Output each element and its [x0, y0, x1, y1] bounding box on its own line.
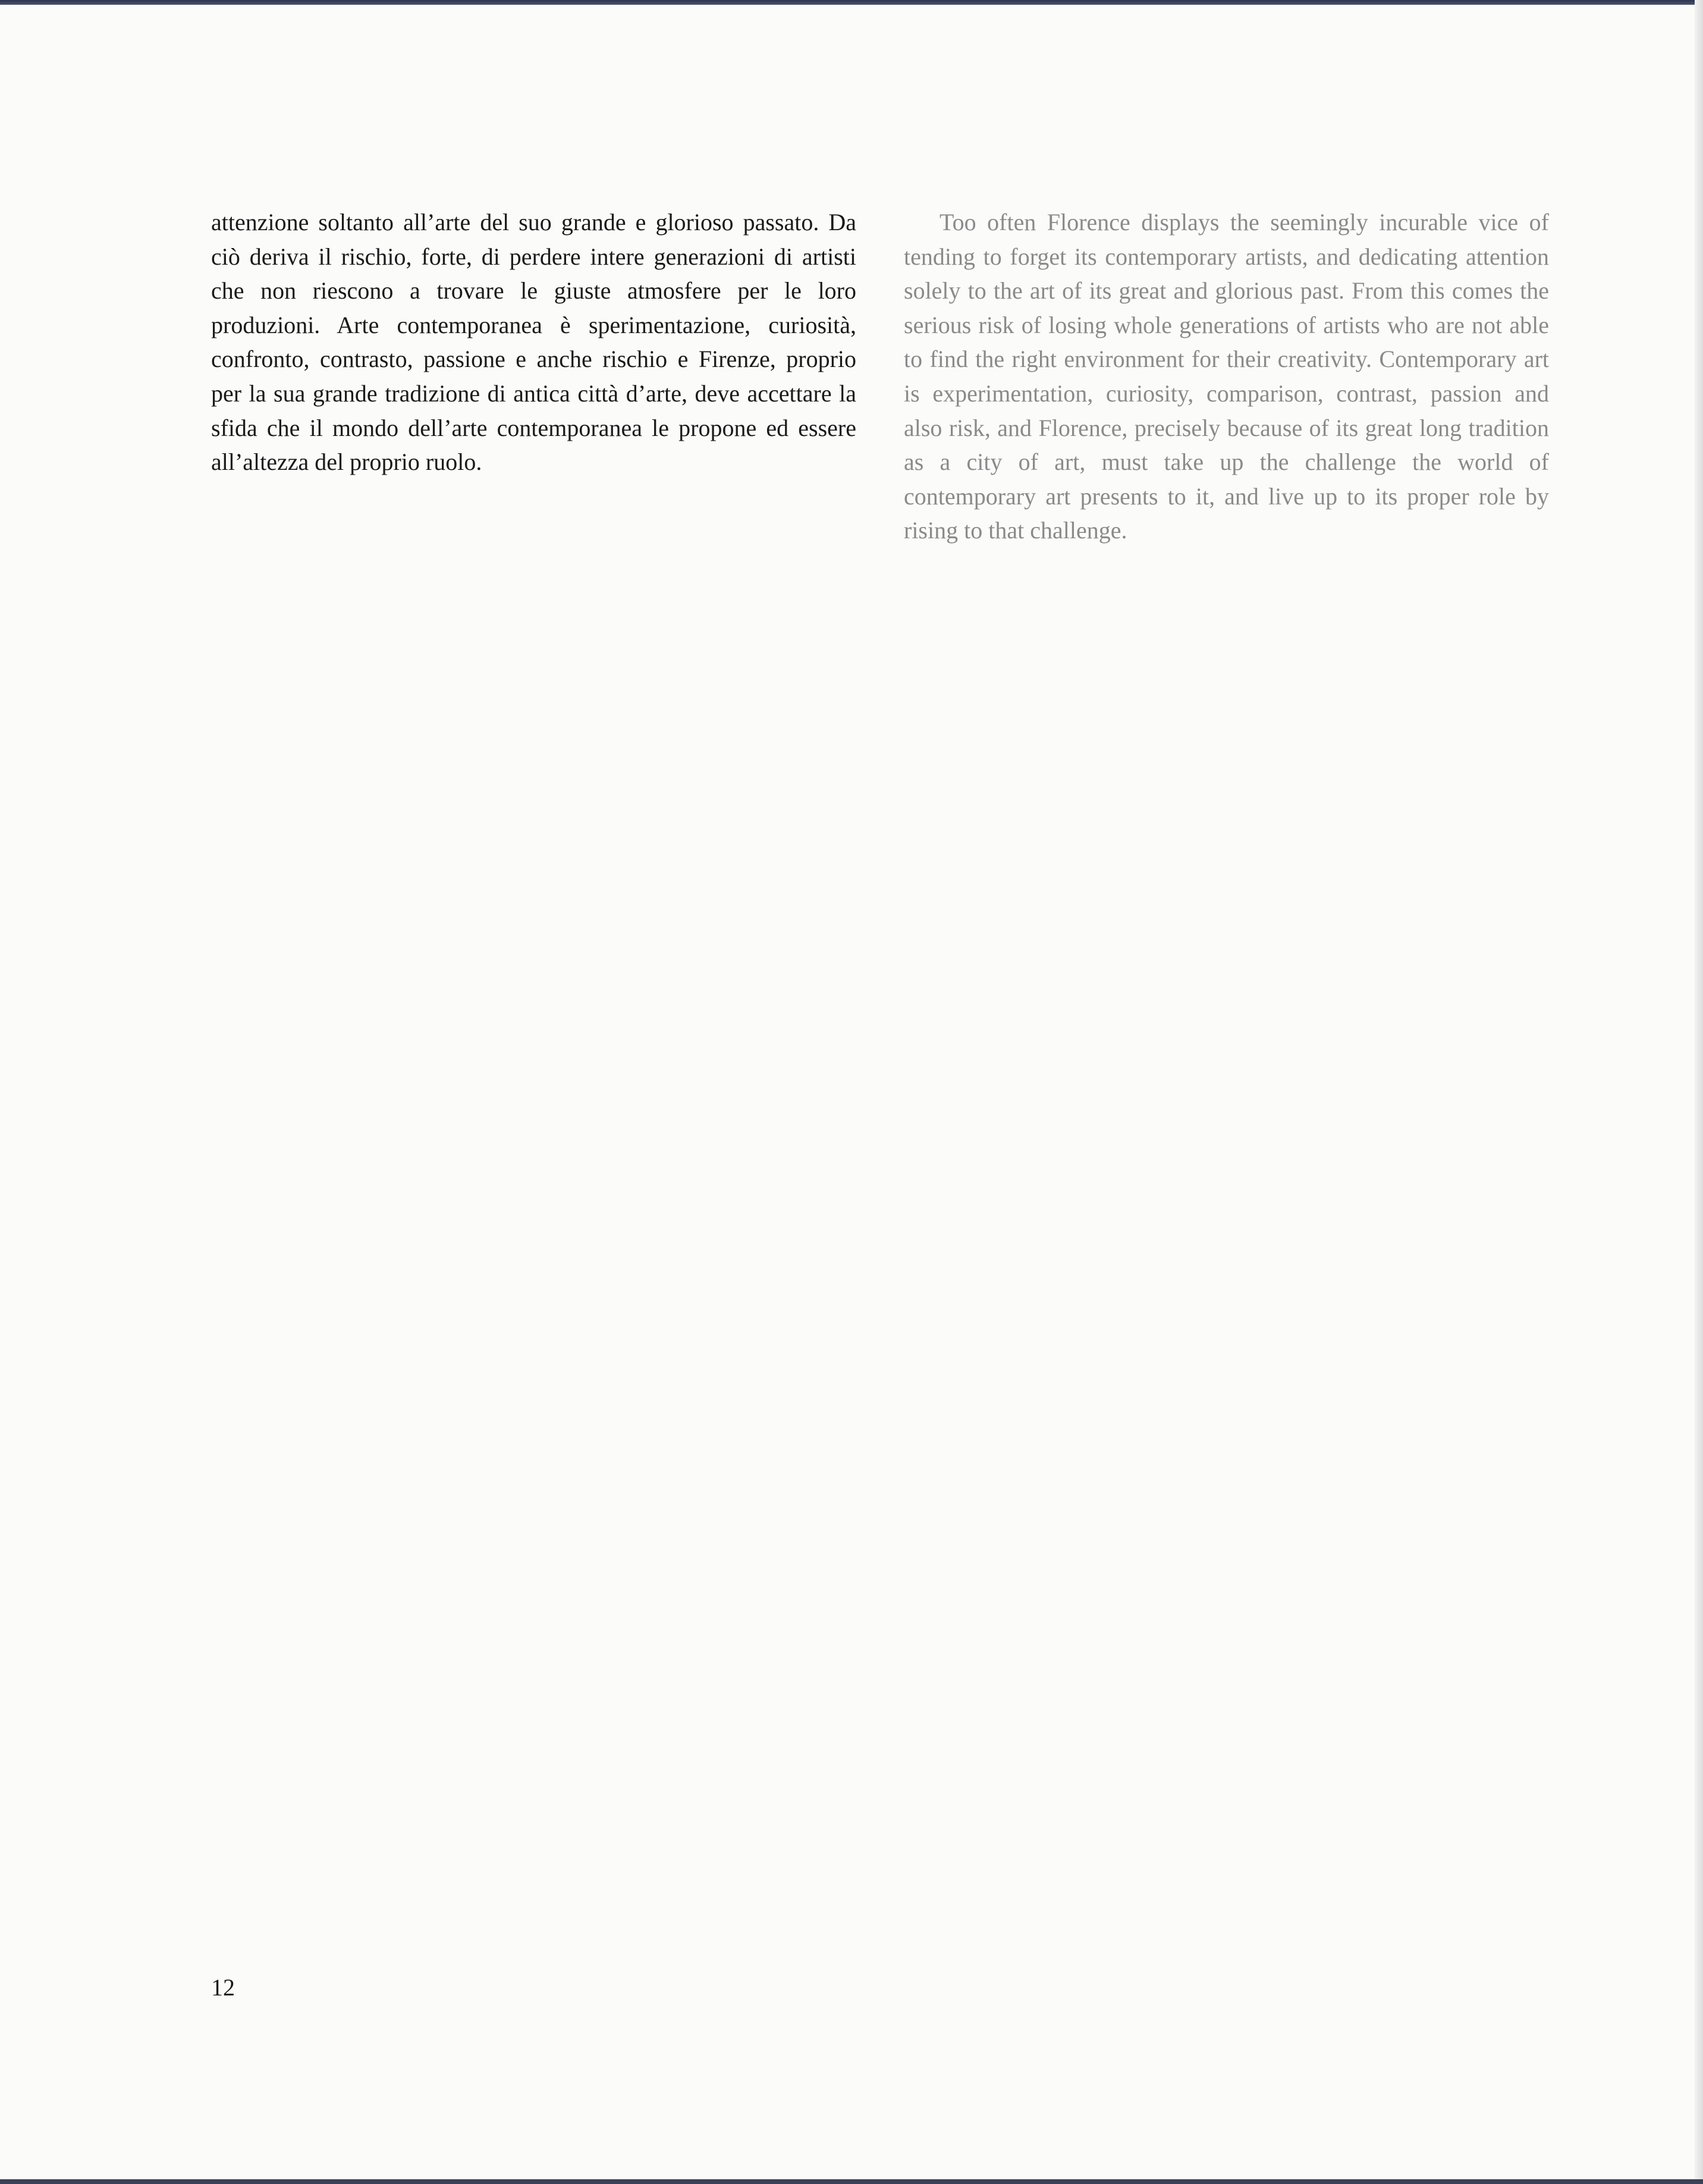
italian-text-column [211, 205, 856, 479]
page-right-edge [1695, 0, 1703, 2184]
page-top-edge [0, 0, 1703, 5]
page-bottom-edge [0, 2179, 1703, 2184]
page-number: 12 [211, 1974, 235, 2001]
english-paragraph: Too often Florence displays the seemingly incurable vice of tending to forget its contemporary artists, and dedicating attention solely to the art of its great and glorious past. From this comes the serious risk of losing whole generations of artists who are not able to find the right environment for their creativity. Contemporary art is experimentation, curiosity, comparison, contrast, passion and also risk, and Florence, precisely because of its great long tradition as a city of art, must take up the challenge the world of contemporary art presents to it, and live up to its proper role by rising to that challenge. [904, 209, 1549, 544]
italian-paragraph: attenzione soltanto all’arte del suo grande e glorioso passato. Da ciò deriva il rischio, forte, di perdere intere generazioni di artisti che non riescono a trovare le giuste atmosfere per le loro produzioni. Arte contemporanea è sperimentazione, curiosità, confronto, contrasto, passione e anche rischio e Firenze, proprio per la sua grande tradizione di antica città d’arte, deve accettare la sfida che il mondo dell’arte contemporanea le propone ed essere all’altezza del proprio ruolo. [211, 209, 856, 476]
english-text-column [904, 205, 1549, 548]
